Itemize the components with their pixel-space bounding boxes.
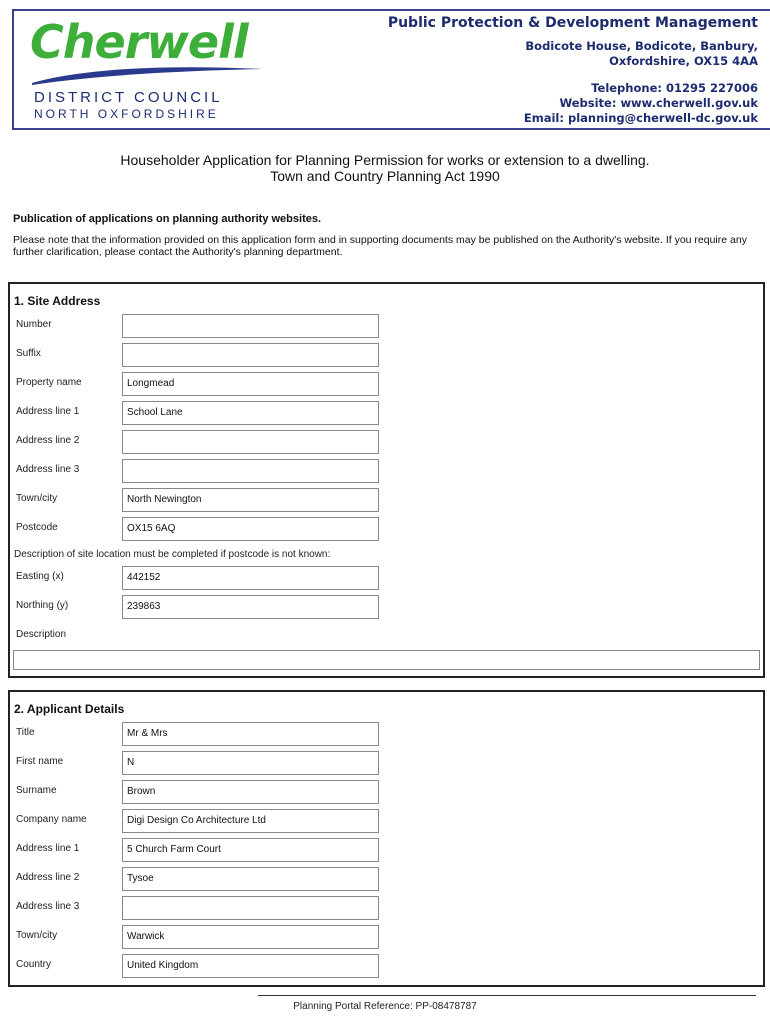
org-email[interactable]: Email: planning@cherwell-dc.gov.uk [523, 111, 758, 125]
town-city-input[interactable]: North Newington [122, 488, 379, 512]
applicant-town-city-input[interactable]: Warwick [122, 925, 379, 949]
field-label: Address line 3 [16, 901, 80, 912]
applicant-details-section [8, 690, 765, 987]
org-website-line [388, 96, 758, 111]
description-input[interactable] [13, 650, 760, 670]
website-label: Website: [559, 96, 621, 110]
cherwell-logo: Cherwell [30, 15, 248, 69]
section-title: 1. Site Address [14, 294, 101, 308]
field-label: Address line 3 [16, 464, 80, 475]
logo-swoosh-icon [28, 61, 268, 87]
country-input[interactable]: United Kingdom [122, 954, 379, 978]
title-input[interactable]: Mr & Mrs [122, 722, 379, 746]
footer-divider [258, 995, 756, 996]
site-address-section [8, 282, 765, 678]
field-label: Address line 1 [16, 843, 80, 854]
publication-note: Please note that the information provided on this application form and in supporting documents may be published on the Authority's website. If you require any further clarification, please contact the Authority's planning department. [13, 234, 747, 258]
section-title: 2. Applicant Details [14, 702, 125, 716]
field-label: Country [16, 959, 52, 970]
field-label: Easting (x) [16, 571, 64, 582]
property-name-input[interactable]: Longmead [122, 372, 379, 396]
field-label: First name [16, 756, 64, 767]
title-line2: Town and Country Planning Act 1990 [270, 168, 500, 184]
title-line1: Householder Application for Planning Permission for works or extension to a dwelling. [120, 152, 650, 168]
planning-portal-reference: Planning Portal Reference: PP-08478787 [293, 1001, 477, 1012]
council-region: NORTH OXFORDSHIRE [34, 107, 219, 121]
location-note: Description of site location must be completed if postcode is not known: [14, 549, 331, 560]
field-label: Number [16, 319, 52, 330]
applicant-address-line3-input[interactable] [122, 896, 379, 920]
website-link[interactable]: www.cherwell.gov.uk [620, 96, 758, 110]
org-address-line1: Bodicote House, Bodicote, Banbury, [525, 39, 758, 53]
field-label: Property name [16, 377, 82, 388]
field-label: Northing (y) [16, 600, 69, 611]
document-title [0, 152, 770, 184]
org-telephone: Telephone: 01295 227006 [591, 81, 758, 95]
field-label: Address line 1 [16, 406, 80, 417]
applicant-address-line2-input[interactable]: Tysoe [122, 867, 379, 891]
northing-input[interactable]: 239863 [122, 595, 379, 619]
field-label: Postcode [16, 522, 58, 533]
easting-input[interactable]: 442152 [122, 566, 379, 590]
org-address-line2: Oxfordshire, OX15 4AA [609, 54, 758, 68]
field-label: Address line 2 [16, 872, 80, 883]
address-line1-input[interactable]: School Lane [122, 401, 379, 425]
address-line2-input[interactable] [122, 430, 379, 454]
letterhead [12, 9, 770, 130]
field-label: Town/city [16, 493, 58, 504]
surname-input[interactable]: Brown [122, 780, 379, 804]
company-name-input[interactable]: Digi Design Co Architecture Ltd [122, 809, 379, 833]
postcode-input[interactable]: OX15 6AQ [122, 517, 379, 541]
field-label: Suffix [16, 348, 41, 359]
applicant-address-line1-input[interactable]: 5 Church Farm Court [122, 838, 379, 862]
field-label: Company name [16, 814, 87, 825]
first-name-input[interactable]: N [122, 751, 379, 775]
field-label: Town/city [16, 930, 58, 941]
description-label: Description [16, 629, 67, 640]
council-name: DISTRICT COUNCIL [34, 89, 223, 106]
org-contact-block [388, 15, 758, 126]
address-line3-input[interactable] [122, 459, 379, 483]
number-input[interactable] [122, 314, 379, 338]
field-label: Address line 2 [16, 435, 80, 446]
publication-heading: Publication of applications on planning authority websites. [13, 213, 322, 225]
field-label: Title [16, 727, 35, 738]
suffix-input[interactable] [122, 343, 379, 367]
field-label: Surname [16, 785, 57, 796]
org-title: Public Protection & Development Management [387, 15, 758, 31]
